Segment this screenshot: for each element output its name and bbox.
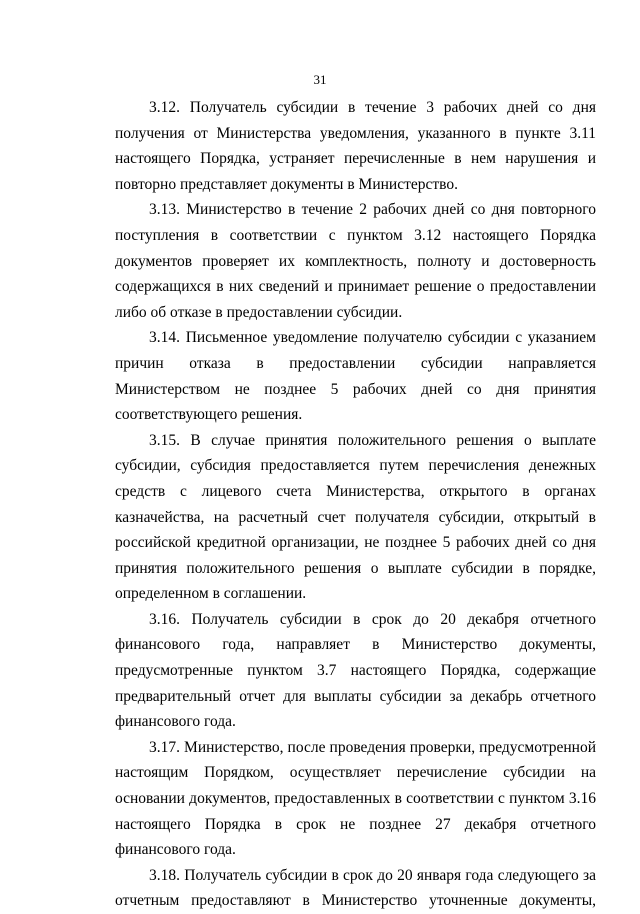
page-number: 31 (313, 72, 327, 87)
document-body (115, 95, 596, 914)
paragraph-3-15: 3.15. В случае принятия положительного решения о выплате субсидии, субсидия предоставляется путем перечисления денежных средств с лицевого счета Министерства, открытого в органах казначейства, на расчетный счет получателя субсидии, открытый в российской кредитной организации, не позднее 5 рабочих дней со дня принятия положительного решения о выплате субсидии в порядке, определенном в соглашении. (115, 431, 596, 603)
paragraph-3-14: 3.14. Письменное уведомление получателю субсидии с указанием причин отказа в предоставлении субсидии направляется Министерством не позднее 5 рабочих дней со дня принятия соответствующего решения. (115, 329, 596, 424)
paragraph-3-13: 3.13. Министерство в течение 2 рабочих дней со дня повторного поступления в соответствии с пунктом 3.12 настоящего Порядка документов проверяет их комплектность, полноту и достоверность содержащихся в них сведений и принимает решение о предоставлении либо об отказе в предоставлении субсидии. (115, 201, 596, 321)
paragraph-3-12: 3.12. Получатель субсидии в течение 3 рабочих дней со дня получения от Министерства уведомления, указанного в пункте 3.11 настоящего Порядка, устраняет перечисленные в нем нарушения и повторно представляет документы в Министерство. (115, 99, 596, 193)
paragraph-3-17: 3.17. Министерство, после проведения проверки, предусмотренной настоящим Порядком, осуществляет перечисление субсидии на основании документов, предоставленных в соответствии с пунктом 3.16 настоящего Порядка в срок не позднее 27 декабря отчетного финансового года. (115, 738, 596, 859)
paragraph-3-16: 3.16. Получатель субсидии в срок до 20 декабря отчетного финансового года, направляет в Министерство документы, предусмотренные пунктом 3.7 настоящего Порядка, содержащие предварительный отчет для выплаты субсидии за декабрь отчетного финансового года. (115, 610, 596, 731)
paragraph-3-18: 3.18. Получатель субсидии в срок до 20 января года следующего за отчетным предоставляют в Министерство уточненные документы, (115, 866, 596, 910)
